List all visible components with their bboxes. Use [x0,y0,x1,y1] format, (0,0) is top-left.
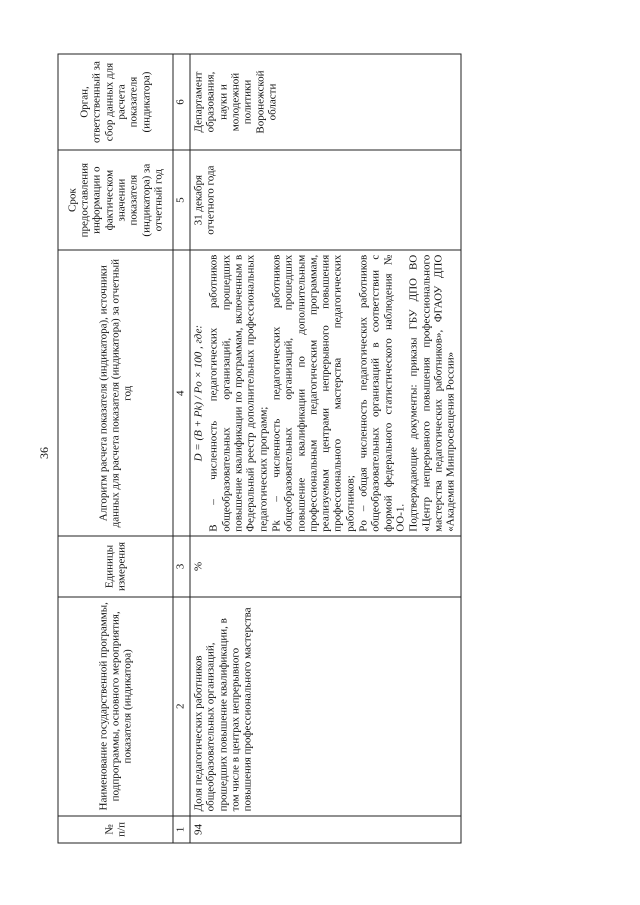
row-unit: % [190,536,461,597]
column-number: 1 [173,816,190,843]
header-unit: Единицы измерения [58,536,173,597]
header-number: № п/п [58,816,173,843]
algorithm-paragraph: Подтверждающие документы: приказы ГБУ ДПО ВО «Центр непрерывного повышения профессионального мастерства педагогических работников», ФГАОУ ДПО «Академия Минпросвещения России» [407,254,457,532]
table-header-row [58,54,173,843]
column-number: 3 [173,536,190,597]
table-row [190,54,461,843]
header-name: Наименование государственной программы, подпрограммы, основного мероприятия, показателя (индикатора) [58,597,173,816]
algorithm-paragraph: Pk – численность педагогических работников общеобразовательных организаций, прошедших повышение квалификации по дополнительным профессиональным педагогическим программам, реализуемым центрами непрерывного повышения профессионального мастерства педагогических работников; [270,254,357,532]
row-number: 94 [190,816,461,843]
algorithm-paragraph: Po – общая численность педагогических работников общеобразовательных организаций в соответствии с формой федерального статистического наблюдения № ОО-1. [357,254,407,532]
column-number: 5 [173,150,190,250]
page-number: 36 [37,447,51,459]
column-number: 4 [173,250,190,536]
algorithm-paragraph: B – численность педагогических работников общеобразовательных организаций, прошедших повышение квалификации по программам, включенным в Федеральный реестр дополнительных профессиональных педагогических программ; [207,254,270,532]
indicator-table [58,54,462,844]
row-name: Доля педагогических работников общеобразовательных организаций, прошедших повышение квалификации, в том числе в центрах непрерывного повышения профессионального мастерства [190,597,461,816]
row-algorithm [190,250,461,536]
formula: D = (B + Pk) / Po × 100 , где: [192,325,205,462]
indicator-table-frame [58,54,603,844]
row-responsible: Департамент образования, науки и молодежной политики Воронежской области [190,54,461,150]
column-number: 6 [173,54,190,150]
row-deadline: 31 декабря отчетного года [190,150,461,250]
column-number: 2 [173,597,190,816]
header-deadline: Срок предоставления информации о фактическом значении показателя (индикатора) за отчетный год [58,150,173,250]
header-algorithm: Алгоритм расчета показателя (индикатора), источники данных для расчета показателя (индикатора) за отчетный год [58,250,173,536]
header-responsible: Орган, ответственный за сбор данных для расчета показателя (индикатора) [58,54,173,150]
column-number-row [173,54,190,843]
